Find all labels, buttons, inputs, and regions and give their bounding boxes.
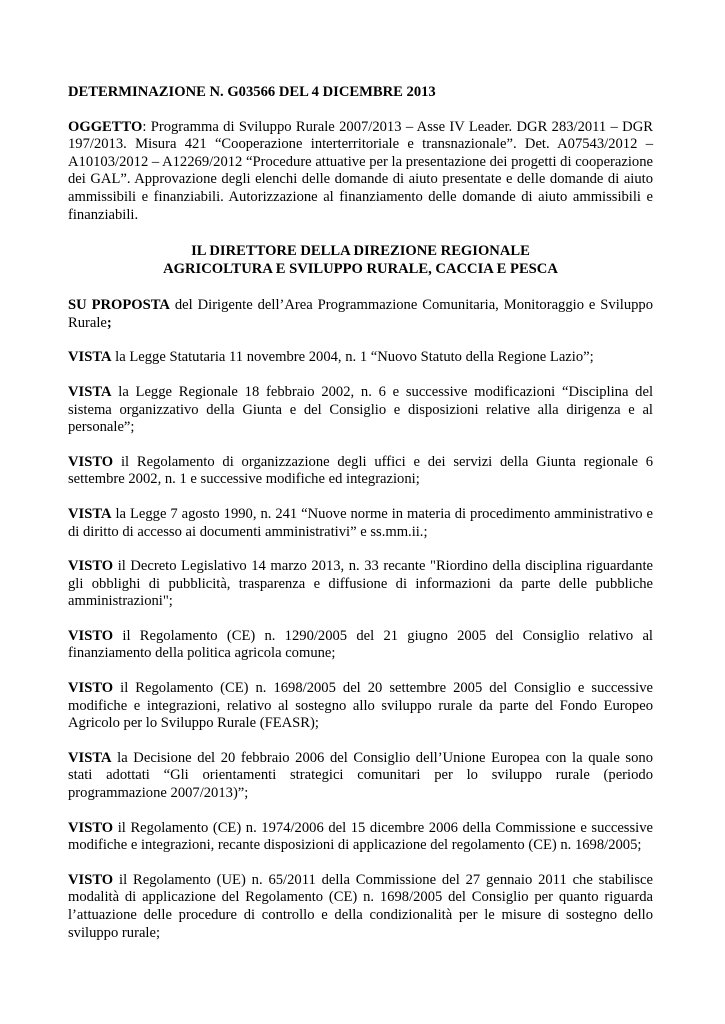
paragraph-keyword: SU PROPOSTA <box>68 297 170 314</box>
heading-line-1: IL DIRETTORE DELLA DIREZIONE REGIONALE <box>191 243 530 260</box>
paragraph-visto-reg-1290 <box>68 628 653 663</box>
paragraph-text: la Legge 7 agosto 1990, n. 241 “Nuove norme in materia di procedimento amministrativo e di diritto di accesso ai documenti amministrativi” e ss.mm.ii.; <box>68 505 653 540</box>
paragraph-text: il Regolamento (CE) n. 1698/2005 del 20 settembre 2005 del Consiglio e successive modifiche e integrazioni, relativo al sostegno allo sviluppo rurale da parte del Fondo Europeo Agricolo per lo Sviluppo Rurale (FEASR); <box>68 680 653 732</box>
oggetto-label: OGGETTO <box>68 118 143 135</box>
oggetto-paragraph <box>68 119 653 225</box>
paragraph-keyword: VISTA <box>68 505 112 522</box>
paragraph-text: la Legge Statutaria 11 novembre 2004, n. 1 “Nuovo Statuto della Regione Lazio”; <box>111 349 594 366</box>
paragraph-text: del Dirigente dell’Area Programmazione Comunitaria, Monitoraggio e Sviluppo Rurale <box>68 297 654 331</box>
paragraph-text: il Regolamento (UE) n. 65/2011 della Commissione del 27 gennaio 2011 che stabilisce modalità di applicazione del Regolamento (CE) n. 1698/2005 del Consiglio per quanto riguarda l’attuazione delle procedure di controllo e della condizionalità per le misure di sostegno dello sviluppo rurale; <box>68 871 653 941</box>
document-page <box>68 84 653 959</box>
paragraph-keyword: VISTO <box>68 680 114 697</box>
paragraph-text: il Regolamento di organizzazione degli uffici e dei servizi della Giunta regionale 6 settembre 2002, n. 1 e successive modifiche ed integrazioni; <box>68 453 653 488</box>
paragraph-vista-legge-241 <box>68 506 653 541</box>
paragraph-vista-legge-regionale <box>68 384 653 437</box>
paragraph-text: il Regolamento (CE) n. 1974/2006 del 15 dicembre 2006 della Commissione e successive modifiche e integrazioni, recante disposizioni di applicazione del regolamento (CE) n. 1698/2005; <box>68 819 653 854</box>
paragraph-keyword: VISTO <box>68 871 114 888</box>
paragraph-keyword: VISTA <box>68 349 112 366</box>
paragraph-vista-decisione <box>68 750 653 803</box>
paragraph-suffix: ; <box>106 314 112 331</box>
document-title: DETERMINAZIONE N. G03566 DEL 4 DICEMBRE 2013 <box>68 84 436 100</box>
paragraph-keyword: VISTA <box>68 383 112 400</box>
paragraph-text: la Decisione del 20 febbraio 2006 del Consiglio dell’Unione Europea con la quale sono stati adottati “Gli orientamenti strategici comunitari per lo sviluppo rurale (periodo programmazione 2007/2013)”; <box>68 749 653 802</box>
heading-line-2: AGRICOLTURA E SVILUPPO RURALE, CACCIA E PESCA <box>163 261 558 278</box>
paragraph-keyword: VISTO <box>68 558 114 575</box>
paragraph-keyword: VISTO <box>68 453 114 470</box>
director-heading <box>68 242 653 278</box>
paragraph-keyword: VISTO <box>68 819 114 836</box>
paragraph-keyword: VISTO <box>68 627 114 644</box>
paragraph-visto-reg-1698 <box>68 680 653 733</box>
paragraph-text: il Regolamento (CE) n. 1290/2005 del 21 giugno 2005 del Consiglio relativo al finanziamento della politica agricola comune; <box>68 627 653 662</box>
paragraph-visto-reg-65 <box>68 872 653 942</box>
oggetto-text: : Programma di Sviluppo Rurale 2007/2013 – Asse IV Leader. DGR 283/2011 – DGR 197/2013. Misura 421 “Cooperazione interterritoriale e transnazionale”. Det. A07543/2012 – A10103/2012 – A12269/2012 “Procedure attuative per la presentazione dei progetti di cooperazione dei GAL”. Approvazione degli elenchi delle domande di aiuto presentate e delle domande di aiuto ammissibili e finanziabili. Autorizzazione al finanziamento delle domande di aiuto ammissibili e finanziabili. <box>68 118 653 223</box>
paragraph-visto-regolamento-uffici <box>68 454 653 489</box>
paragraph-text: la Legge Regionale 18 febbraio 2002, n. 6 e successive modificazioni “Disciplina del sistema organizzativo della Giunta e del Consiglio e disposizioni relative alla dirigenza e al personale”; <box>68 383 653 436</box>
paragraph-vista-statuto <box>68 349 653 367</box>
paragraph-text: il Decreto Legislativo 14 marzo 2013, n. 33 recante "Riordino della disciplina riguardante gli obblighi di pubblicità, trasparenza e diffusione di informazioni da parte delle pubbliche amministrazioni"; <box>68 558 653 610</box>
paragraph-visto-decreto-33 <box>68 558 653 611</box>
paragraph-keyword: VISTA <box>68 749 112 766</box>
paragraph-visto-reg-1974 <box>68 820 653 855</box>
paragraph-su-proposta <box>68 297 653 332</box>
